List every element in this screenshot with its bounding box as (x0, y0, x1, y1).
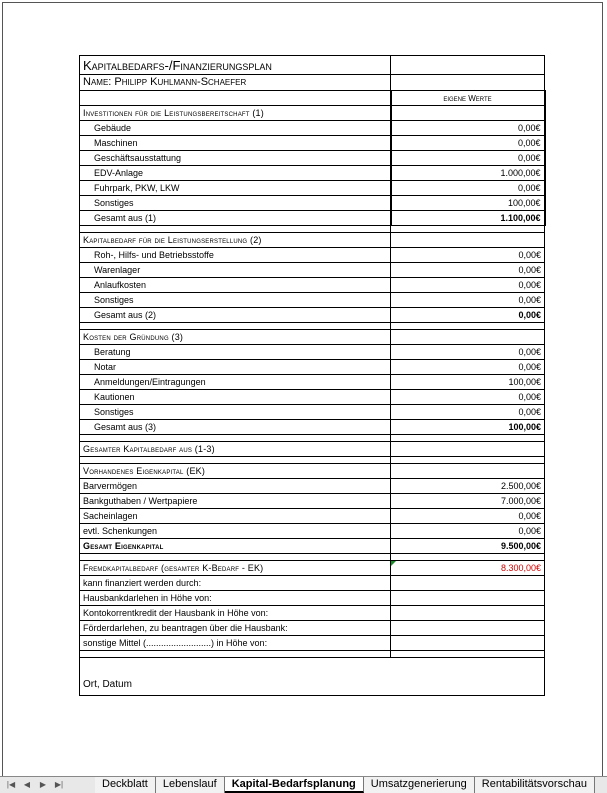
row-label[interactable]: Sonstiges (80, 293, 391, 308)
row-label[interactable]: Notar (80, 360, 391, 375)
total-value[interactable]: 0,00€ (391, 308, 545, 323)
cell-empty[interactable] (391, 330, 545, 345)
row-value[interactable]: 0,00€ (391, 293, 545, 308)
row-value[interactable]: 0,00€ (391, 278, 545, 293)
tab-deckblatt[interactable]: Deckblatt (95, 777, 156, 793)
financing-label[interactable]: Förderdarlehen, zu beantragen über die Hausbank: (80, 621, 391, 636)
row-value[interactable]: 0,00€ (391, 360, 545, 375)
row-label[interactable]: Sonstiges (80, 196, 391, 211)
title-row (80, 56, 545, 75)
prev-sheet-icon[interactable]: ◀ (23, 780, 31, 789)
row-value[interactable]: 0,00€ (391, 263, 545, 278)
tab-rentabilitaetsvorschau[interactable]: Rentabilitätsvorschau (475, 777, 595, 793)
cell-empty[interactable] (391, 606, 545, 621)
last-sheet-icon[interactable]: ▶| (54, 780, 64, 789)
external-capital-value[interactable]: 8.300,00€ (391, 561, 545, 576)
financing-label[interactable]: Hausbankdarlehen in Höhe von: (80, 591, 391, 606)
row-label[interactable]: Gebäude (80, 121, 391, 136)
row-value[interactable]: 0,00€ (391, 390, 545, 405)
cell-empty[interactable] (391, 651, 545, 658)
place-date-field[interactable]: Ort, Datum (80, 658, 545, 696)
cell-empty[interactable] (80, 554, 391, 561)
cell-empty[interactable] (80, 226, 391, 233)
cell-empty[interactable] (391, 106, 545, 121)
section-heading[interactable]: Kosten der Gründung (3) (80, 330, 391, 345)
row-label[interactable]: Roh-, Hilfs- und Betriebsstoffe (80, 248, 391, 263)
cell-empty[interactable] (391, 226, 545, 233)
total-value[interactable]: 9.500,00€ (391, 539, 545, 554)
cell-empty[interactable] (391, 591, 545, 606)
applicant-name[interactable]: Name: Philipp Kuhlmann-Schaefer (80, 75, 391, 91)
cell-empty[interactable] (80, 91, 391, 106)
row-label[interactable]: evtl. Schenkungen (80, 524, 391, 539)
total-label[interactable]: Gesamt Eigenkapital (80, 539, 391, 554)
row-value[interactable]: 0,00€ (391, 248, 545, 263)
row-value[interactable]: 0,00€ (391, 136, 545, 151)
cell-empty[interactable] (391, 636, 545, 651)
row-label[interactable]: Sonstiges (80, 405, 391, 420)
row-value[interactable]: 0,00€ (391, 405, 545, 420)
financing-label[interactable]: Kontokorrentkredit der Hausbank in Höhe von: (80, 606, 391, 621)
cell-empty[interactable] (391, 323, 545, 330)
row-label[interactable]: EDV-Anlage (80, 166, 391, 181)
total-label[interactable]: Gesamt aus (1) (80, 211, 391, 226)
cell-empty[interactable] (391, 464, 545, 479)
tab-lebenslauf[interactable]: Lebenslauf (156, 777, 225, 793)
row-value[interactable]: 0,00€ (391, 151, 545, 166)
cell-empty[interactable] (391, 554, 545, 561)
total-label[interactable]: Gesamt aus (2) (80, 308, 391, 323)
financing-plan-table (79, 55, 546, 696)
row-label[interactable]: Sacheinlagen (80, 509, 391, 524)
cell-empty[interactable] (80, 435, 391, 442)
total-value[interactable]: 1.100,00€ (391, 211, 545, 226)
row-value[interactable]: 2.500,00€ (391, 479, 545, 494)
header-row (80, 91, 545, 106)
row-label[interactable]: Anmeldungen/Eintragungen (80, 375, 391, 390)
first-sheet-icon[interactable]: |◀ (6, 780, 16, 789)
row-value[interactable]: 0,00€ (391, 121, 545, 136)
row-value[interactable]: 100,00€ (391, 196, 545, 211)
row-value[interactable]: 7.000,00€ (391, 494, 545, 509)
row-label[interactable]: Bankguthaben / Wertpapiere (80, 494, 391, 509)
column-header-eigene-werte[interactable]: eigene Werte (391, 91, 545, 106)
cell-empty[interactable] (391, 457, 545, 464)
cell-empty[interactable] (391, 442, 545, 457)
cell-empty[interactable] (391, 56, 545, 75)
sheet-tab-bar (0, 776, 607, 793)
row-label[interactable]: Maschinen (80, 136, 391, 151)
row-label[interactable]: Beratung (80, 345, 391, 360)
row-value[interactable]: 100,00€ (391, 375, 545, 390)
row-label[interactable]: Anlaufkosten (80, 278, 391, 293)
tab-navigation (4, 780, 66, 790)
cell-empty[interactable] (391, 576, 545, 591)
row-value[interactable]: 0,00€ (391, 181, 545, 196)
financing-label[interactable]: kann finanziert werden durch: (80, 576, 391, 591)
row-value[interactable]: 1.000,00€ (391, 166, 545, 181)
cell-empty[interactable] (391, 75, 545, 91)
section-heading[interactable]: Vorhandenes Eigenkapital (EK) (80, 464, 391, 479)
external-capital-label[interactable]: Fremdkapitalbedarf (gesamter K-Bedarf - EK) (80, 561, 391, 576)
cell-empty[interactable] (391, 621, 545, 636)
cell-empty[interactable] (80, 457, 391, 464)
row-label[interactable]: Barvermögen (80, 479, 391, 494)
cell-empty[interactable] (80, 651, 391, 658)
next-sheet-icon[interactable]: ▶ (39, 780, 47, 789)
sheet-tabs (95, 777, 595, 793)
section-heading[interactable]: Investitionen für die Leistungsbereitschaft (1) (80, 106, 391, 121)
sheet-title[interactable]: Kapitalbedarfs-/Finanzierungsplan (80, 56, 391, 75)
row-label[interactable]: Warenlager (80, 263, 391, 278)
cell-empty[interactable] (80, 323, 391, 330)
row-value[interactable]: 0,00€ (391, 524, 545, 539)
total-capital-need-label[interactable]: Gesamter Kapitalbedarf aus (1-3) (80, 442, 391, 457)
row-label[interactable]: Geschäftsausstattung (80, 151, 391, 166)
name-row (80, 75, 545, 91)
total-value[interactable]: 100,00€ (391, 420, 545, 435)
row-value[interactable]: 0,00€ (391, 345, 545, 360)
cell-empty[interactable] (391, 435, 545, 442)
section-heading[interactable]: Kapitalbedarf für die Leistungserstellung (2) (80, 233, 391, 248)
row-value[interactable]: 0,00€ (391, 509, 545, 524)
total-label[interactable]: Gesamt aus (3) (80, 420, 391, 435)
row-label[interactable]: Fuhrpark, PKW, LKW (80, 181, 391, 196)
row-label[interactable]: Kautionen (80, 390, 391, 405)
tab-umsatzgenerierung[interactable]: Umsatzgenerierung (364, 777, 475, 793)
financing-label[interactable]: sonstige Mittel (..........................) in Höhe von: (80, 636, 391, 651)
tab-kapital-bedarfsplanung[interactable]: Kapital-Bedarfsplanung (225, 777, 364, 793)
cell-empty[interactable] (391, 233, 545, 248)
